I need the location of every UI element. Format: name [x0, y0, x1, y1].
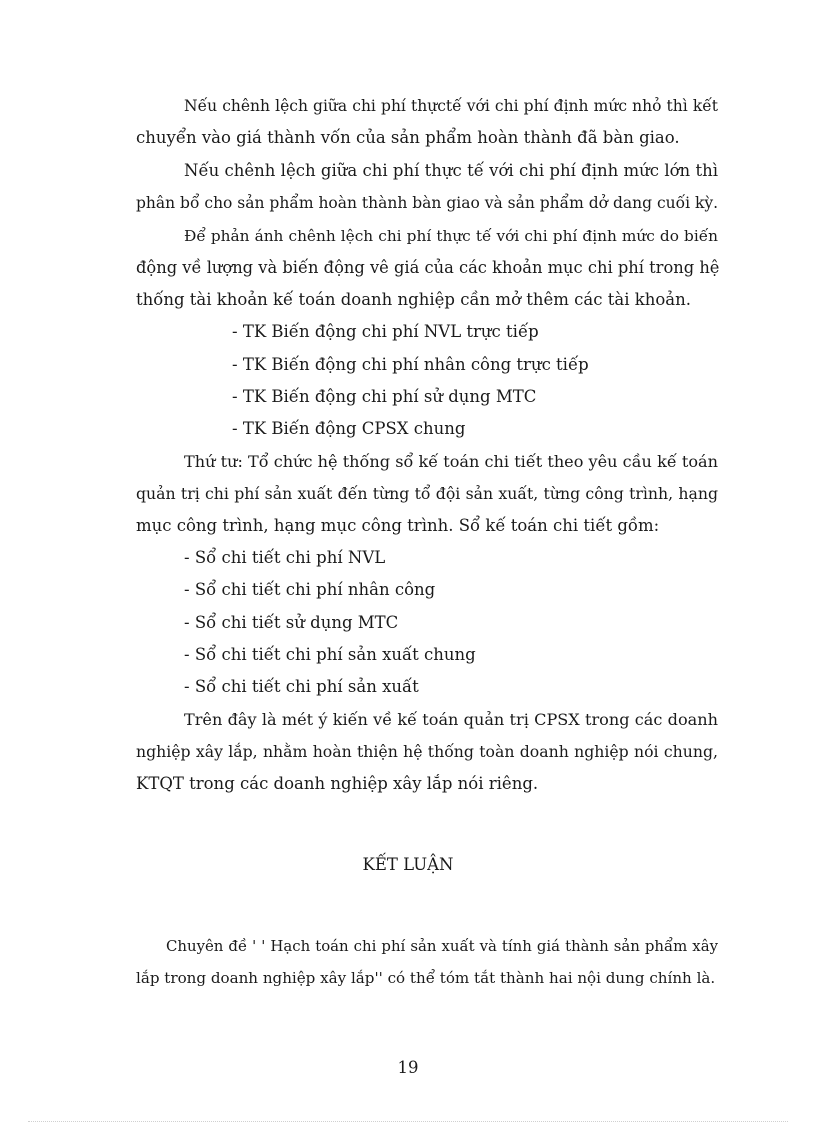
paragraph-line: thống tài khoản kế toán doanh nghiệp cần mở thêm các tài khoản.	[136, 290, 691, 309]
list-item: - TK Biến động chi phí sử dụng MTC	[232, 387, 537, 406]
list-item: - TK Biến động chi phí nhân công trực tiếp	[232, 355, 589, 374]
list-item: - Sổ chi tiết chi phí sản xuất chung	[184, 645, 476, 664]
section-heading: KẾT LUẬN	[362, 855, 454, 874]
list-item: - Sổ chi tiết chi phí NVL	[184, 548, 386, 567]
paragraph-line: KTQT trong các doanh nghiệp xây lắp nói riêng.	[136, 774, 539, 793]
paragraph-line: Chuyên đề ' ' Hạch toán chi phí sản xuất và tính giá thành sản phẩm xây	[166, 937, 718, 955]
page-number: 19	[397, 1058, 419, 1077]
list-item: - Sổ chi tiết chi phí sản xuất	[184, 677, 419, 696]
list-item: - TK Biến động CPSX chung	[232, 419, 466, 438]
paragraph-line: quản trị chi phí sản xuất đến từng tổ đội sản xuất, từng công trình, hạng	[136, 484, 718, 503]
list-item: - Sổ chi tiết chi phí nhân công	[184, 580, 436, 599]
paragraph-line: mục công trình, hạng mục công trình. Sổ kế toán chi tiết gồm:	[136, 516, 660, 535]
list-item: - TK Biến động chi phí NVL trực tiếp	[232, 322, 539, 341]
page-bottom-border	[28, 1121, 788, 1122]
paragraph-line: nghiệp xây lắp, nhằm hoàn thiện hệ thống toàn doanh nghiệp nói chung,	[136, 742, 718, 761]
paragraph-line: Thứ tư: Tổ chức hệ thống sổ kế toán chi tiết theo yêu cầu kế toán	[184, 452, 718, 471]
paragraph-line: Nếu chênh lệch giữa chi phí thựctế với chi phí định mức nhỏ thì kết	[184, 97, 718, 115]
paragraph-line: chuyển vào giá thành vốn của sản phẩm hoàn thành đã bàn giao.	[136, 128, 680, 147]
paragraph-line: Nếu chênh lệch giữa chi phí thực tế với chi phí định mức lớn thì	[184, 161, 718, 180]
paragraph-line: Để phản ánh chênh lệch chi phí thực tế với chi phí định mức do biến	[184, 227, 718, 245]
paragraph-line: Trên đây là mét ý kiến về kế toán quản trị CPSX trong các doanh	[184, 710, 718, 729]
paragraph-line: lắp trong doanh nghiệp xây lắp'' có thể tóm tắt thành hai nội dung chính là.	[136, 969, 716, 987]
paragraph-line: động về lượng và biến động vê giá của các khoản mục chi phí trong hệ	[136, 258, 720, 277]
list-item: - Sổ chi tiết sử dụng MTC	[184, 613, 399, 632]
paragraph-line: phân bổ cho sản phẩm hoàn thành bàn giao và sản phẩm dở dang cuối kỳ.	[136, 194, 719, 212]
